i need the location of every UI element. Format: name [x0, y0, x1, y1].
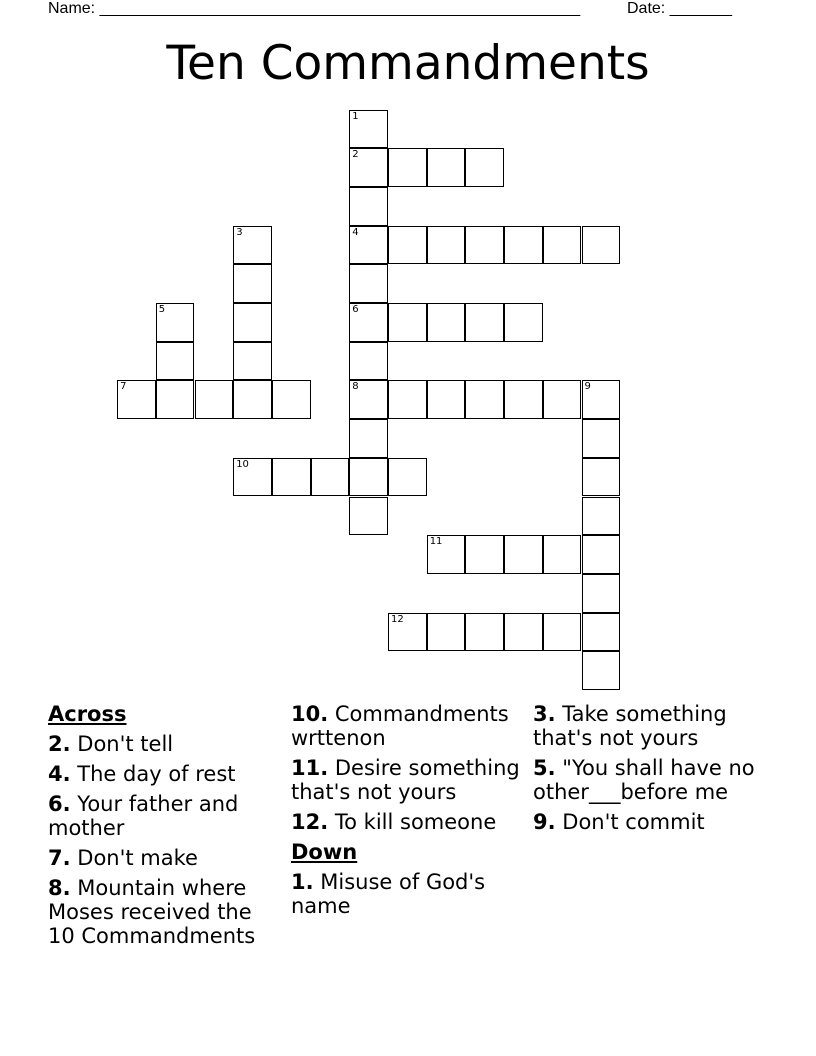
across-heading: Across	[48, 702, 127, 726]
clue-number: 2.	[48, 732, 71, 756]
grid-cell[interactable]	[311, 458, 350, 497]
grid-cell[interactable]	[504, 226, 543, 265]
clue-text: Desire something that's not yours	[291, 756, 520, 804]
puzzle-title: Ten Commandments	[166, 36, 650, 91]
clue-number: 11.	[291, 756, 329, 780]
clue-across-10	[291, 702, 527, 750]
clue-text: Commandments wrttenon	[291, 702, 509, 750]
grid-cell[interactable]	[388, 303, 427, 342]
clue-number: 1.	[291, 870, 314, 894]
grid-cell[interactable]	[195, 380, 234, 419]
grid-cell[interactable]	[582, 535, 621, 574]
clue-down-3	[533, 702, 769, 750]
clue-across-7	[48, 846, 284, 870]
grid-cell[interactable]	[349, 419, 388, 458]
clue-down-1	[291, 870, 527, 918]
cell-number: 6	[352, 304, 359, 315]
grid-cell[interactable]	[233, 226, 272, 265]
grid-cell[interactable]	[272, 380, 311, 419]
grid-cell[interactable]	[233, 342, 272, 381]
grid-cell[interactable]	[427, 148, 466, 187]
clue-text: Don't tell	[77, 732, 174, 756]
clue-text: "You shall have no other___before me	[533, 756, 755, 804]
name-field-label: Name: ______________________________________________________	[48, 0, 581, 17]
clue-across-12	[291, 810, 527, 834]
grid-cell[interactable]	[349, 303, 388, 342]
clue-text: To kill someone	[334, 810, 497, 834]
down-heading: Down	[291, 840, 358, 864]
grid-cell[interactable]	[349, 148, 388, 187]
grid-cell[interactable]	[427, 613, 466, 652]
clue-across-8	[48, 876, 284, 948]
grid-cell[interactable]	[582, 226, 621, 265]
cell-number: 10	[236, 458, 249, 470]
cell-number: 2	[352, 149, 359, 161]
grid-cell[interactable]	[388, 380, 427, 419]
cell-number: 3	[236, 226, 243, 238]
grid-cell[interactable]	[388, 148, 427, 187]
clue-text: Don't make	[77, 846, 198, 870]
clue-text: Misuse of God's name	[291, 870, 486, 918]
grid-cell[interactable]	[349, 226, 388, 265]
grid-cell[interactable]	[543, 226, 582, 265]
clue-column-3	[533, 702, 769, 840]
grid-cell[interactable]	[388, 613, 427, 652]
clue-across-11	[291, 756, 527, 804]
grid-cell[interactable]	[349, 458, 388, 497]
grid-cell[interactable]	[465, 226, 504, 265]
grid-cell[interactable]	[465, 613, 504, 652]
grid-cell[interactable]	[543, 613, 582, 652]
grid-cell[interactable]	[349, 187, 388, 226]
cell-number: 1	[352, 110, 359, 122]
grid-cell[interactable]	[427, 303, 466, 342]
grid-cell[interactable]	[582, 651, 621, 690]
grid-cell[interactable]	[349, 342, 388, 381]
grid-cell[interactable]	[233, 458, 272, 497]
grid-cell[interactable]	[388, 458, 427, 497]
grid-cell[interactable]	[582, 419, 621, 458]
grid-cell[interactable]	[427, 226, 466, 265]
grid-cell[interactable]	[427, 380, 466, 419]
clue-text: Don't commit	[562, 810, 705, 834]
grid-cell[interactable]	[465, 148, 504, 187]
clue-number: 9.	[533, 810, 556, 834]
grid-cell[interactable]	[233, 380, 272, 419]
grid-cell[interactable]	[117, 380, 156, 419]
clue-text: Your father and mother	[48, 792, 239, 840]
grid-cell[interactable]	[504, 535, 543, 574]
clue-text: Mountain where Moses received the 10 Commandments	[48, 876, 256, 948]
cell-number: 12	[391, 613, 404, 625]
grid-cell[interactable]	[233, 303, 272, 342]
grid-cell[interactable]	[427, 535, 466, 574]
clue-across-2	[48, 732, 284, 756]
grid-cell[interactable]	[156, 380, 195, 419]
grid-cell[interactable]	[465, 303, 504, 342]
grid-cell[interactable]	[504, 380, 543, 419]
grid-cell[interactable]	[156, 342, 195, 381]
clue-across-4	[48, 762, 284, 786]
clue-number: 10.	[291, 702, 329, 726]
grid-cell[interactable]	[272, 458, 311, 497]
clue-number: 3.	[533, 702, 556, 726]
grid-cell[interactable]	[504, 303, 543, 342]
clue-number: 4.	[48, 762, 71, 786]
clue-number: 8.	[48, 876, 71, 900]
grid-cell[interactable]	[349, 497, 388, 536]
cell-number: 8	[352, 381, 359, 393]
grid-cell[interactable]	[504, 613, 543, 652]
cell-number: 9	[584, 381, 591, 393]
grid-cell[interactable]	[543, 380, 582, 419]
cell-number: 5	[158, 304, 166, 315]
clue-number: 6.	[48, 792, 71, 816]
clue-text: Take something that's not yours	[533, 702, 727, 750]
clue-column-1	[48, 702, 284, 954]
grid-cell[interactable]	[156, 303, 195, 342]
clue-across-6	[48, 792, 284, 840]
grid-cell[interactable]	[233, 264, 272, 303]
grid-cell[interactable]	[349, 380, 388, 419]
grid-cell[interactable]	[582, 613, 621, 652]
grid-cell[interactable]	[582, 380, 621, 419]
grid-cell[interactable]	[465, 380, 504, 419]
grid-cell[interactable]	[543, 535, 582, 574]
clue-number: 7.	[48, 846, 71, 870]
grid-cell[interactable]	[582, 497, 621, 536]
clue-down-9	[533, 810, 769, 834]
clue-column-2	[291, 702, 527, 924]
date-field-label: Date: _______	[627, 0, 732, 17]
grid-cell[interactable]	[465, 535, 504, 574]
clue-number: 5.	[533, 756, 556, 780]
clue-number: 12.	[291, 810, 329, 834]
clue-down-5	[533, 756, 769, 804]
grid-cell[interactable]	[388, 226, 427, 265]
cell-number: 11	[429, 536, 443, 548]
clue-text: The day of rest	[77, 762, 236, 786]
grid-cell[interactable]	[582, 574, 621, 613]
grid-cell[interactable]	[349, 264, 388, 303]
cell-number: 4	[352, 226, 359, 238]
grid-cell[interactable]	[582, 458, 621, 497]
grid-cell[interactable]	[349, 110, 388, 149]
cell-number: 7	[120, 381, 127, 393]
